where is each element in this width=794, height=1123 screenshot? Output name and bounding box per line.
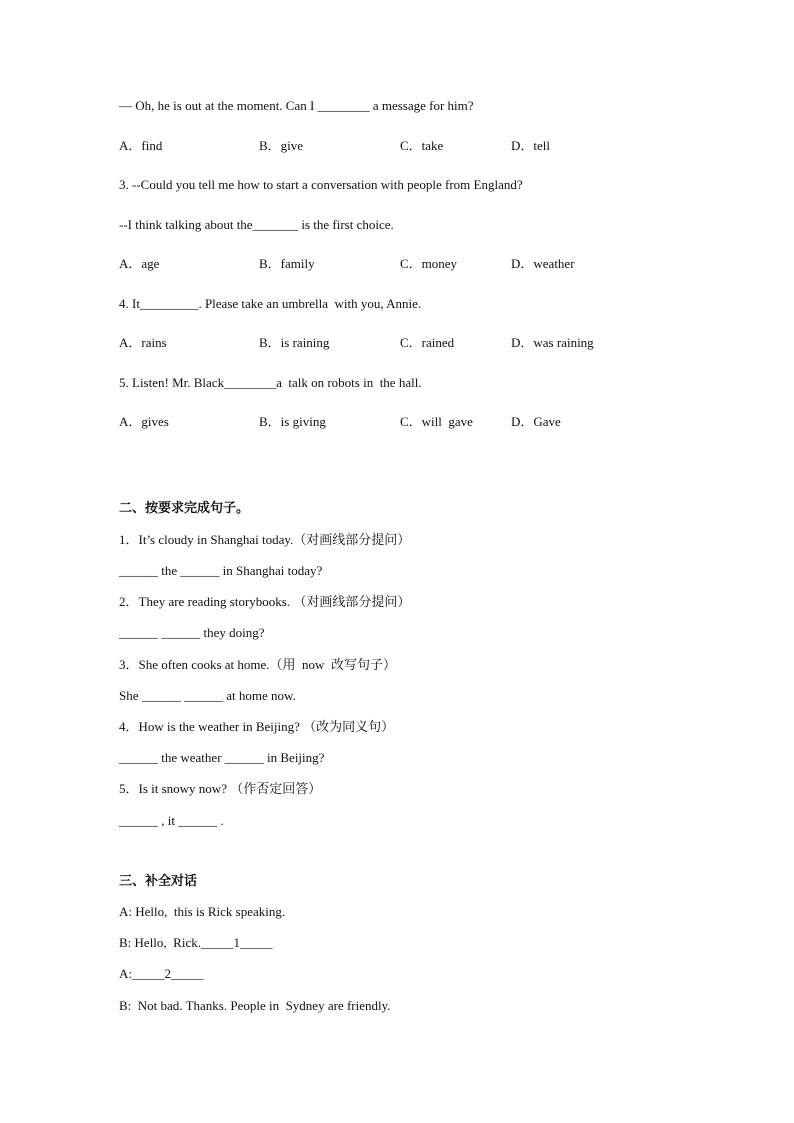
q3-options: [0, 256, 794, 272]
s2-item2-answer: ______ ______ they doing?: [119, 625, 265, 640]
q2-option-c: C．take: [400, 138, 444, 153]
q5-question: 5. Listen! Mr. Black________a talk on robots in the hall.: [119, 375, 422, 390]
s2-item5-answer: ______ , it ______ .: [119, 813, 224, 828]
q4-option-a: A．rains: [119, 335, 167, 350]
s2-item4-question: 4．How is the weather in Beijing? （改为同义句）: [119, 719, 395, 734]
q2-dialogue-line: — Oh, he is out at the moment. Can I ________ a message for him?: [119, 98, 474, 113]
dialogue-line-2: B: Hello, Rick._____1_____: [119, 935, 273, 950]
s2-item1-answer: ______ the ______ in Shanghai today?: [119, 563, 323, 578]
q4-question: 4. It_________. Please take an umbrella with you, Annie.: [119, 296, 422, 311]
dialogue-line-4: B: Not bad. Thanks. People in Sydney are friendly.: [119, 998, 391, 1013]
q3-option-b: B．family: [259, 256, 315, 271]
q5-option-b: B．is giving: [259, 414, 326, 429]
q5-options: [0, 414, 794, 430]
q3-option-c: C．money: [400, 256, 458, 271]
section2-heading: 二、按要求完成句子。: [119, 500, 250, 515]
q4-options: [0, 335, 794, 351]
q4-option-c: C．rained: [400, 335, 455, 350]
q2-option-d: D．tell: [511, 138, 550, 153]
q2-option-a: A．find: [119, 138, 163, 153]
q3-question: 3. --Could you tell me how to start a conversation with people from England?: [119, 177, 523, 192]
dialogue-line-1: A: Hello, this is Rick speaking.: [119, 904, 286, 919]
section3-heading: 三、补全对话: [119, 873, 198, 888]
q3-response: --I think talking about the_______ is the first choice.: [119, 217, 394, 232]
s2-item5-question: 5．Is it snowy now? （作否定回答）: [119, 781, 322, 796]
q5-option-a: A．gives: [119, 414, 169, 429]
q4-option-b: B．is raining: [259, 335, 330, 350]
q5-option-d: D．Gave: [511, 414, 561, 429]
q2-option-b: B．give: [259, 138, 304, 153]
dialogue-line-3: A:_____2_____: [119, 966, 204, 981]
q3-option-d: D．weather: [511, 256, 575, 271]
q4-option-d: D．was raining: [511, 335, 594, 350]
s2-item4-answer: ______ the weather ______ in Beijing?: [119, 750, 325, 765]
s2-item1-question: 1．It’s cloudy in Shanghai today.（对画线部分提问）: [119, 532, 411, 547]
q3-option-a: A．age: [119, 256, 160, 271]
s2-item3-answer: She ______ ______ at home now.: [119, 688, 296, 703]
q5-option-c: C．will gave: [400, 414, 473, 429]
s2-item3-question: 3．She often cooks at home.（用 now 改写句子）: [119, 657, 396, 672]
s2-item2-question: 2．They are reading storybooks. （对画线部分提问）: [119, 594, 411, 609]
q2-options: [0, 138, 794, 154]
